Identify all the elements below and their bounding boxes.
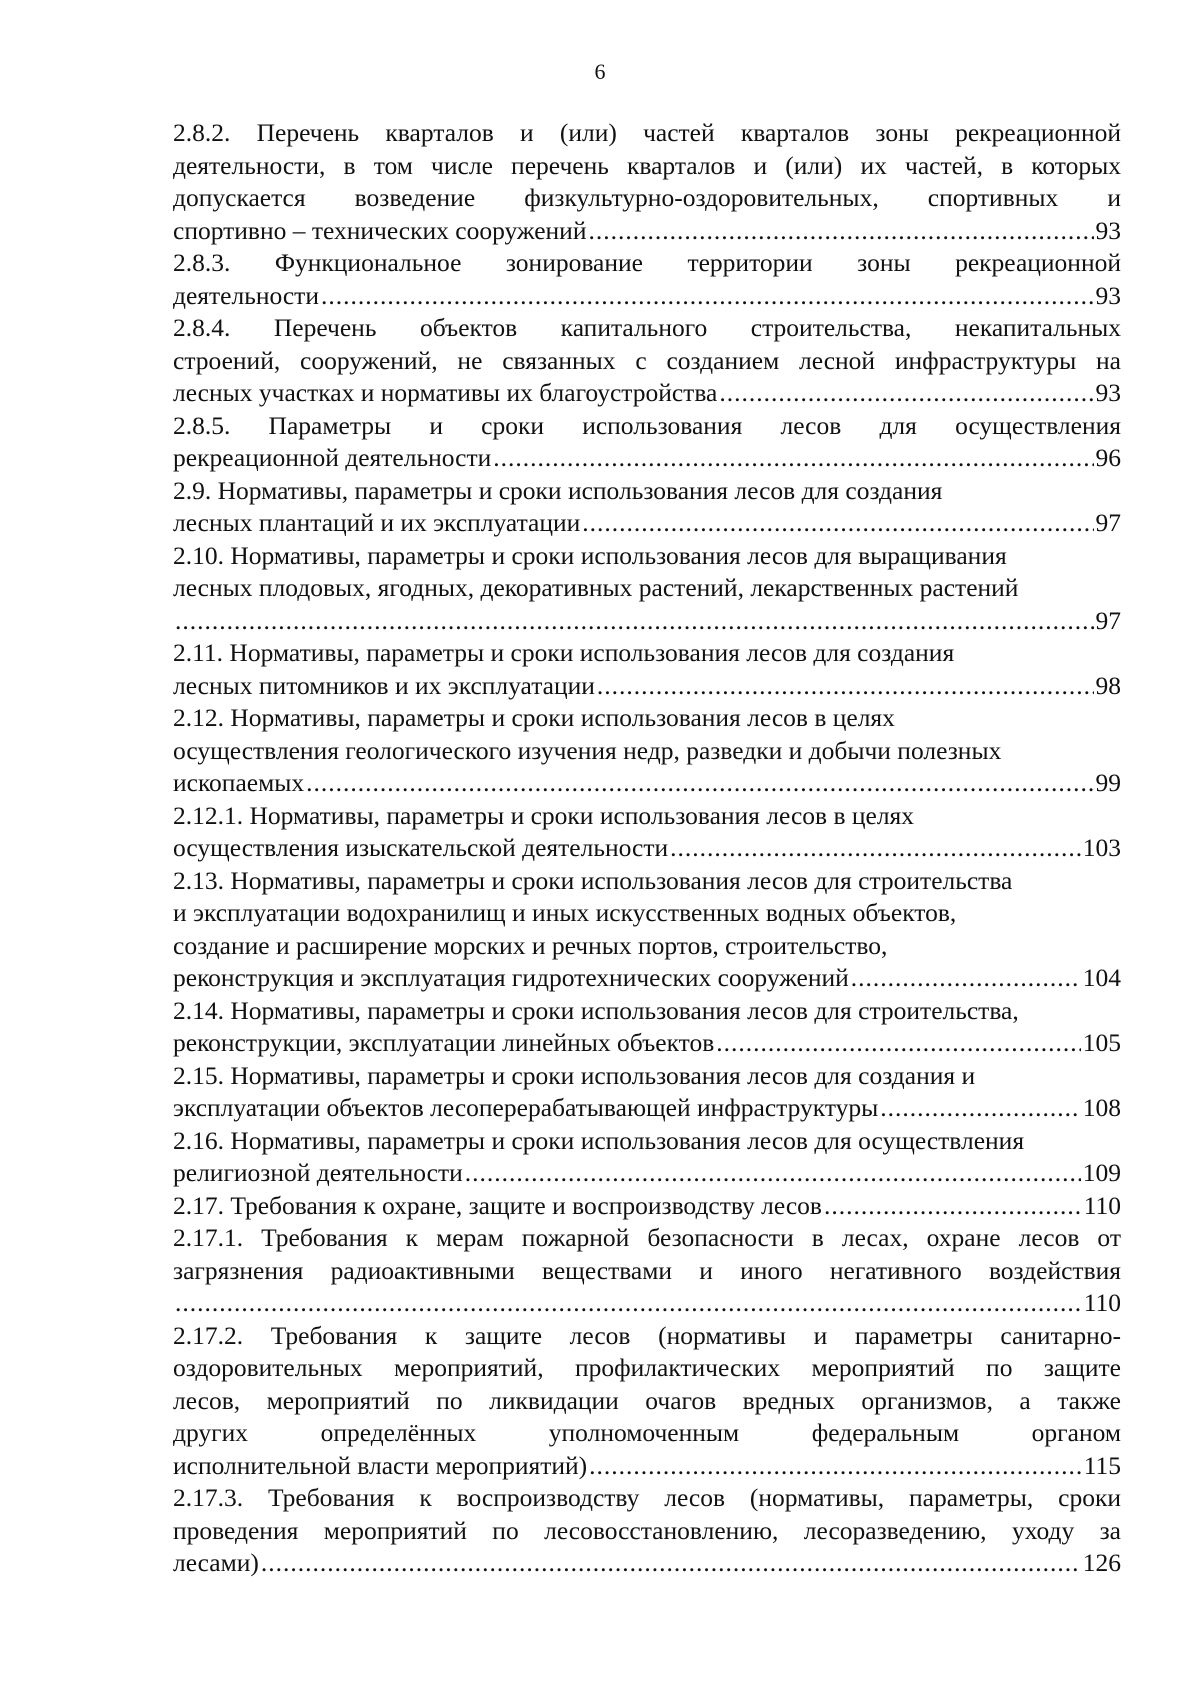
toc-line-text: 2.8.4. Перечень объектов капитального строительства, некапитальных <box>173 313 1121 342</box>
toc-line-text: лесных плантаций и их эксплуатации <box>173 508 581 537</box>
toc-line-text: и эксплуатации водохранилищ и иных искусственных водных объектов, <box>173 898 957 927</box>
dot-leader <box>493 442 1093 475</box>
toc-line-text: лесов, мероприятий по ликвидации очагов вредных организмов, а также <box>173 1385 1121 1415</box>
toc-line-text: лесных участках и нормативы их благоустройства <box>173 378 718 407</box>
toc-line-text: других определённых уполномоченным федеральным органом <box>173 1418 1121 1447</box>
toc-page-number: 108 <box>1082 1093 1121 1122</box>
toc-line-text: религиозной деятельности <box>173 1158 463 1187</box>
toc-page-number: 104 <box>1082 963 1121 992</box>
toc-line-with-page <box>173 1287 1121 1320</box>
toc-entry[interactable] <box>173 1060 1121 1125</box>
toc-line-text: спортивно – технических сооружений <box>173 215 587 245</box>
toc-line-with-page <box>173 605 1121 638</box>
toc-line-text: 2.14. Нормативы, параметры и сроки использования лесов для строительства, <box>173 995 1019 1025</box>
toc-line-text: 2.15. Нормативы, параметры и сроки использования лесов для создания и <box>173 1060 976 1090</box>
dot-leader <box>589 1450 1082 1483</box>
dot-leader <box>465 1157 1081 1190</box>
toc-entry[interactable] <box>173 1320 1121 1483</box>
toc-line-text: 2.8.2. Перечень кварталов и (или) частей кварталов зоны рекреационной <box>173 118 1121 147</box>
toc-line-with-page <box>173 670 1121 703</box>
toc-entry[interactable] <box>173 117 1121 247</box>
toc-entry[interactable] <box>173 865 1121 995</box>
toc-line-with-page <box>173 832 1121 865</box>
toc-line-text: 2.17.1. Требования к мерам пожарной безопасности в лесах, охране лесов от <box>173 1223 1121 1252</box>
page-number: 6 <box>594 59 606 84</box>
toc-line-with-page <box>173 767 1121 800</box>
toc-line-with-page <box>173 1190 1121 1223</box>
toc-line-text: ископаемых <box>173 768 305 797</box>
toc-line-with-page <box>173 507 1121 540</box>
dot-leader <box>824 1190 1082 1223</box>
toc-line-text: эксплуатации объектов лесоперерабатывающей инфраструктуры <box>173 1093 879 1122</box>
dot-leader <box>597 670 1094 703</box>
toc-entry[interactable] <box>173 475 1121 540</box>
toc-entry[interactable] <box>173 1222 1121 1320</box>
toc-line-text: 2.10. Нормативы, параметры и сроки использования лесов для выращивания <box>173 540 1007 570</box>
toc-line-text: 2.9. Нормативы, параметры и сроки использования лесов для создания <box>173 475 943 505</box>
dot-leader <box>175 605 1094 638</box>
toc-page-number: 98 <box>1095 670 1121 700</box>
toc-line-text: строений, сооружений, не связанных с созданием лесной инфраструктуры на <box>173 345 1121 375</box>
dot-leader <box>321 280 1094 313</box>
toc-line-with-page <box>173 442 1121 475</box>
toc-entry[interactable] <box>173 1125 1121 1190</box>
toc-line-text: лесных плодовых, ягодных, декоративных растений, лекарственных растений <box>173 573 1019 602</box>
toc-page-number: 96 <box>1095 443 1121 472</box>
toc-line-with-page <box>173 1450 1121 1483</box>
toc-line-text: 2.12.1. Нормативы, параметры и сроки использования лесов в целях <box>173 800 915 830</box>
toc-page-number: 103 <box>1082 833 1121 862</box>
toc-entry[interactable] <box>173 637 1121 702</box>
toc-line-with-page <box>173 280 1121 313</box>
toc-line-text: 2.11. Нормативы, параметры и сроки использования лесов для создания <box>173 638 955 667</box>
table-of-contents <box>173 117 1121 1580</box>
toc-line-text: загрязнения радиоактивными веществами и иного негативного воздействия <box>173 1255 1121 1285</box>
toc-line-text: деятельности <box>173 280 319 310</box>
toc-line-with-page <box>173 215 1121 248</box>
toc-line-with-page <box>173 1027 1121 1060</box>
dot-leader <box>670 832 1081 865</box>
toc-line-with-page <box>173 377 1121 410</box>
toc-line-text: 2.17.3. Требования к воспроизводству лесов (нормативы, параметры, сроки <box>173 1483 1121 1512</box>
toc-line-text: 2.17. Требования к охране, защите и воспроизводству лесов <box>173 1190 822 1220</box>
toc-line-text: рекреационной деятельности <box>173 443 492 472</box>
dot-leader <box>261 1547 1081 1580</box>
dot-leader <box>851 962 1081 995</box>
toc-page-number: 93 <box>1095 215 1121 245</box>
toc-page-number: 93 <box>1095 280 1121 310</box>
toc-page-number: 99 <box>1095 768 1121 797</box>
toc-line-text: реконструкции, эксплуатации линейных объектов <box>173 1028 715 1057</box>
toc-entry[interactable] <box>173 540 1121 638</box>
toc-entry[interactable] <box>173 410 1121 475</box>
toc-page-number: 97 <box>1095 508 1121 537</box>
toc-line-with-page <box>173 1157 1121 1190</box>
dot-leader <box>582 507 1093 540</box>
toc-line-text: лесами) <box>173 1548 259 1577</box>
toc-entry[interactable] <box>173 800 1121 865</box>
toc-line-text: 2.13. Нормативы, параметры и сроки использования лесов для строительства <box>173 865 1013 895</box>
toc-line-text: 2.8.5. Параметры и сроки использования лесов для осуществления <box>173 410 1121 440</box>
toc-entry[interactable] <box>173 247 1121 312</box>
toc-line-text: 2.8.3. Функциональное зонирование территории зоны рекреационной <box>173 248 1121 277</box>
toc-line-text: осуществления геологического изучения недр, разведки и добычи полезных <box>173 735 1002 765</box>
toc-page-number: 115 <box>1083 1450 1121 1480</box>
dot-leader <box>306 767 1093 800</box>
toc-line-text: деятельности, в том числе перечень кварталов и (или) их частей, в которых <box>173 150 1121 180</box>
toc-entry[interactable] <box>173 995 1121 1060</box>
toc-line-text: реконструкция и эксплуатация гидротехнических сооружений <box>173 963 849 992</box>
toc-page-number: 105 <box>1082 1028 1121 1057</box>
toc-page-number: 126 <box>1082 1548 1121 1577</box>
toc-entry[interactable] <box>173 702 1121 800</box>
toc-line-with-page <box>173 962 1121 995</box>
toc-line-text: проведения мероприятий по лесовосстановлению, лесоразведению, уходу за <box>173 1515 1121 1545</box>
toc-page-number: 110 <box>1083 1190 1121 1220</box>
toc-line-text: исполнительной власти мероприятий) <box>173 1450 588 1480</box>
toc-line-text: создание и расширение морских и речных портов, строительство, <box>173 930 888 960</box>
toc-line-text: осуществления изыскательской деятельности <box>173 833 669 862</box>
dot-leader <box>588 215 1093 248</box>
toc-line-text: 2.12. Нормативы, параметры и сроки использования лесов в целях <box>173 703 895 732</box>
toc-line-with-page <box>173 1092 1121 1125</box>
toc-entry[interactable] <box>173 312 1121 410</box>
toc-line-text: 2.17.2. Требования к защите лесов (нормативы и параметры санитарно- <box>173 1320 1121 1350</box>
toc-page-number: 97 <box>1095 605 1121 635</box>
toc-line-text: 2.16. Нормативы, параметры и сроки использования лесов для осуществления <box>173 1125 1025 1155</box>
toc-line-text: оздоровительных мероприятий, профилактических мероприятий по защите <box>173 1353 1121 1382</box>
toc-page-number: 110 <box>1083 1288 1121 1317</box>
toc-page-number: 109 <box>1082 1158 1121 1187</box>
dot-leader <box>880 1092 1080 1125</box>
dot-leader <box>716 1027 1080 1060</box>
dot-leader <box>719 377 1093 410</box>
toc-entry[interactable] <box>173 1482 1121 1580</box>
toc-line-text: допускается возведение физкультурно-оздоровительных, спортивных и <box>173 183 1121 212</box>
toc-line-with-page <box>173 1547 1121 1580</box>
toc-entry[interactable] <box>173 1190 1121 1223</box>
dot-leader <box>175 1287 1082 1320</box>
toc-page-number: 93 <box>1095 378 1121 407</box>
toc-line-text: лесных питомников и их эксплуатации <box>173 670 595 700</box>
